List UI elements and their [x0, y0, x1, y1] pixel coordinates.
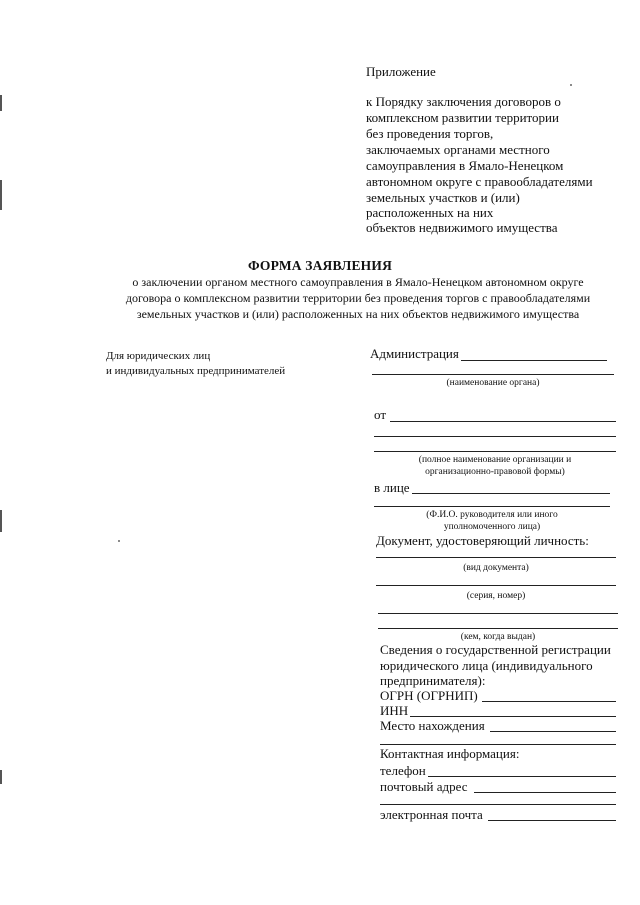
scan-edge-mark [0, 95, 2, 111]
phone-label: телефон [380, 763, 426, 778]
head-caption: (Ф.И.О. руководителя или иного [426, 510, 558, 520]
ogrn-label: ОГРН (ОГРНИП) [380, 688, 478, 703]
form-subtitle-line: о заключении органом местного самоуправления в Ямало-Ненецком автономном округе [132, 275, 584, 289]
postal-input-line-2[interactable] [380, 804, 616, 805]
registration-heading: юридического лица (индивидуального [380, 658, 593, 673]
appendix-line: без проведения торгов, [366, 126, 494, 141]
appendix-line: земельных участков и (или) [366, 190, 520, 205]
form-subtitle-line: договора о комплексном развитии территории без проведения торгов с правообладателями [125, 291, 591, 305]
scan-speck [570, 84, 572, 86]
appendix-line: автономном округе с правообладателями [366, 174, 593, 189]
scan-speck [118, 540, 120, 542]
email-input-line[interactable] [488, 820, 616, 821]
identity-doc-label: Документ, удостоверяющий личность: [376, 533, 589, 548]
appendix-line: комплексном развитии территории [366, 110, 559, 125]
in-person-label: в лице [374, 480, 410, 495]
location-input-line-2[interactable] [380, 744, 616, 745]
administration-input-line[interactable] [461, 360, 607, 361]
appendix-line: к Порядку заключения договоров о [366, 94, 561, 109]
in-person-input-line[interactable] [412, 493, 610, 494]
applicant-type-note: и индивидуальных предпринимателей [106, 365, 286, 377]
applicant-type-note: Для юридических лиц [106, 350, 211, 362]
location-label: Место нахождения [380, 718, 485, 733]
from-label: от [374, 407, 387, 422]
form-title: ФОРМА ЗАЯВЛЕНИЯ [247, 258, 393, 273]
issued-input-line-2[interactable] [378, 628, 618, 629]
location-input-line[interactable] [490, 731, 616, 732]
appendix-line: заключаемых органами местного [366, 142, 550, 157]
contact-heading: Контактная информация: [380, 746, 520, 761]
appendix-line: расположенных на них [366, 205, 494, 220]
postal-label: почтовый адрес [380, 779, 468, 794]
inn-input-line[interactable] [410, 716, 616, 717]
series-input-line[interactable] [376, 585, 616, 586]
form-subtitle-line: земельных участков и (или) расположенных на них объектов недвижимого имущества [136, 307, 580, 321]
scan-edge-mark [0, 510, 2, 532]
series-caption: (серия, номер) [466, 591, 526, 601]
from-input-line-2[interactable] [374, 436, 616, 437]
doc-type-input-line[interactable] [376, 557, 616, 558]
scan-edge-mark [0, 770, 2, 784]
issued-input-line[interactable] [378, 613, 618, 614]
administration-input-line-2[interactable] [372, 374, 614, 375]
from-input-line-3[interactable] [374, 451, 616, 452]
appendix-line: объектов недвижимого имущества [366, 220, 558, 235]
inn-label: ИНН [380, 703, 409, 718]
org-caption: (полное наименование организации и [418, 455, 572, 465]
scan-edge-mark [0, 180, 2, 210]
administration-label: Администрация [370, 346, 459, 361]
issued-caption: (кем, когда выдан) [460, 632, 536, 642]
from-input-line[interactable] [390, 421, 616, 422]
postal-input-line[interactable] [474, 792, 616, 793]
registration-heading: предпринимателя): [380, 673, 486, 688]
ogrn-input-line[interactable] [482, 701, 616, 702]
in-person-input-line-2[interactable] [374, 506, 610, 507]
head-caption: уполномоченного лица) [443, 522, 541, 532]
phone-input-line[interactable] [428, 776, 616, 777]
registration-heading: Сведения о государственной регистрации [380, 642, 611, 657]
doc-type-caption: (вид документа) [463, 563, 529, 573]
appendix-heading: Приложение [366, 64, 436, 79]
organ-caption: (наименование органа) [446, 378, 540, 388]
email-label: электронная почта [380, 807, 483, 822]
appendix-line: самоуправления в Ямало-Ненецком [366, 158, 564, 173]
org-caption: организационно-правовой формы) [425, 467, 565, 477]
